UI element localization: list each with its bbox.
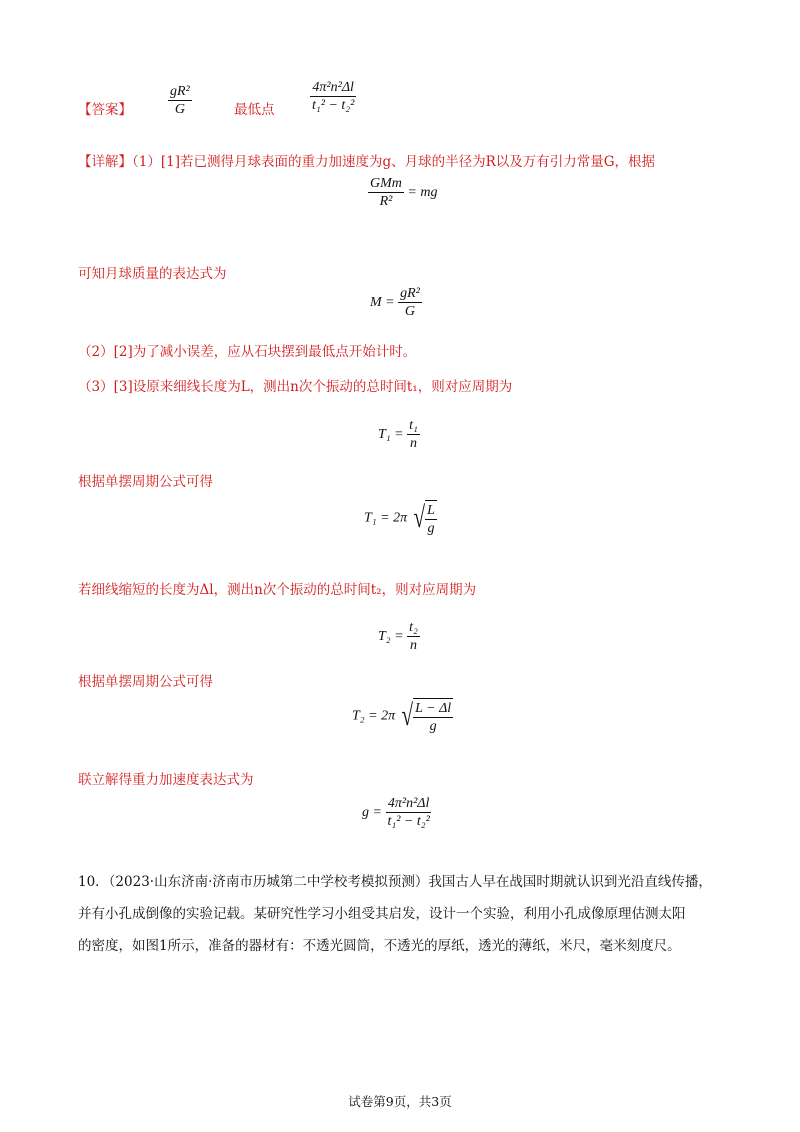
equation-2: M = $\frac{\text{gR²}}{G}$	[370, 286, 420, 320]
equation-1: $\frac{\text{GMm}}{\text{R²}}$ = mg	[370, 176, 438, 210]
detail-line-8: 联立解得重力加速度表达式为	[78, 772, 254, 788]
equation-7: g = $\frac{\text{4π²n²Δl}}{\text{t₁² − t₂²}}$	[362, 796, 430, 830]
equation-3: T₁ = $\frac{\text{t₁}}{n}$	[378, 418, 418, 452]
equation-4: T₁ = 2π √ $\frac{L}{g}$	[364, 501, 435, 537]
detail-line-1: 【详解】（1）[1]若已测得月球表面的重力加速度为g、月球的半径为R以及万有引力常量G，根据	[78, 154, 656, 170]
answer-1: $\frac{\text{gR²}}{G}$	[170, 84, 190, 118]
detail-line-4: （3）[3]设原来细线长度为L，测出n次个振动的总时间t₁，则对应周期为	[78, 379, 513, 395]
question-10-line-3: 的密度，如图1所示，准备的器材有：不透光圆筒，不透光的厚纸，透光的薄纸，米尺，毫米刻度尺。	[78, 938, 681, 954]
detail-label: 【详解】	[78, 154, 132, 170]
detail-line-5: 根据单摆周期公式可得	[78, 474, 213, 490]
detail-line-2: 可知月球质量的表达式为	[78, 266, 227, 282]
question-10-line-2: 并有小孔成倒像的实验记载。某研究性学习小组受其启发，设计一个实验，利用小孔成像原理估测太阳	[78, 906, 686, 922]
equation-6: T₂ = 2π √ $\frac{L - \Delta l}{g}$	[352, 699, 452, 735]
detail-line-3: （2）[2]为了减小误差，应从石块摆到最低点开始计时。	[78, 344, 417, 360]
answer-3: $\frac{\text{4π²n²Δl}}{\text{t₁² − t₂²}}$	[312, 80, 355, 114]
question-10-line-1: 10．（2023·山东济南·济南市历城第二中学校考模拟预测）我国古人早在战国时期就认识到光沿直线传播，	[78, 874, 712, 890]
equation-5: T₂ = $\frac{\text{t₂}}{n}$	[378, 620, 418, 654]
answer-label: 【答案】	[78, 102, 132, 118]
detail-line-7: 根据单摆周期公式可得	[78, 674, 213, 690]
detail-line-6: 若细线缩短的长度为Δl，测出n次个振动的总时间t₂，则对应周期为	[78, 582, 477, 598]
page-footer: 试卷第9页，共3页	[348, 1094, 452, 1109]
answer-2: 最低点	[234, 102, 275, 118]
